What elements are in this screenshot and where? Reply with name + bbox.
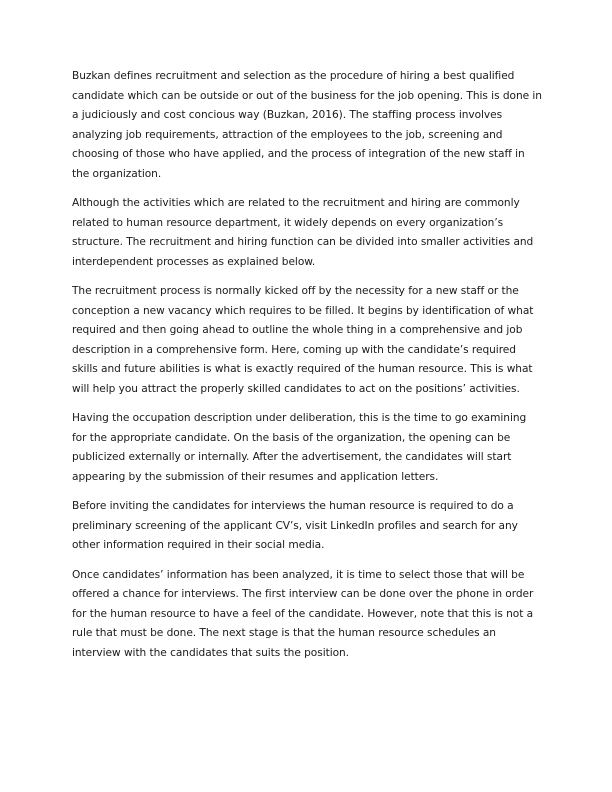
- document-body: [72, 67, 542, 673]
- paragraph-organization-structure: Although the activities which are related to the recruitment and hiring are commonly related to human resource department, it widely depends on every organization’s structure. The recruitment and hiring function can be divided into smaller activities and interdependent processes as explained below.: [72, 197, 534, 268]
- paragraph-recruitment-definition: Buzkan defines recruitment and selection as the procedure of hiring a best qualified candidate which can be outside or out of the business for the job opening. This is done in a judiciously and cost concious way (Buzkan, 2016). The staffing process involves analyzing job requirements, attraction of the employees to the job, screening and choosing of those who have applied, and the process of integration of the new staff in the organization.: [72, 70, 542, 180]
- paragraph-recruitment-process: The recruitment process is normally kicked off by the necessity for a new staff or the conception a new vacancy which requires to be filled. It begins by identification of what required and then going ahead to outline the whole thing in a comprehensive and job description in a comprehensive form. Here, coming up with the candidate’s required skills and future abilities is what is exactly required of the human resource. This is what will help you attract the properly skilled candidates to act on the positions’ activities.: [72, 285, 534, 395]
- paragraph-interview-selection: Once candidates’ information has been analyzed, it is time to select those that will be offered a chance for interviews. The first interview can be done over the phone in order for the human resource to have a feel of the candidate. However, note that this is not a rule that must be done. The next stage is that the human resource schedules an interview with the candidates that suits the position.: [72, 568, 534, 659]
- paragraph-job-advertisement: Having the occupation description under deliberation, this is the time to go examining for the appropriate candidate. On the basis of the organization, the opening can be publicized externally or internally. After the advertisement, the candidates will start appearing by the submission of their resumes and application letters.: [72, 412, 527, 483]
- paragraph-preliminary-screening: Before inviting the candidates for interviews the human resource is required to do a preliminary screening of the applicant CV’s, visit LinkedIn profiles and search for any other information required in their social media.: [72, 500, 518, 551]
